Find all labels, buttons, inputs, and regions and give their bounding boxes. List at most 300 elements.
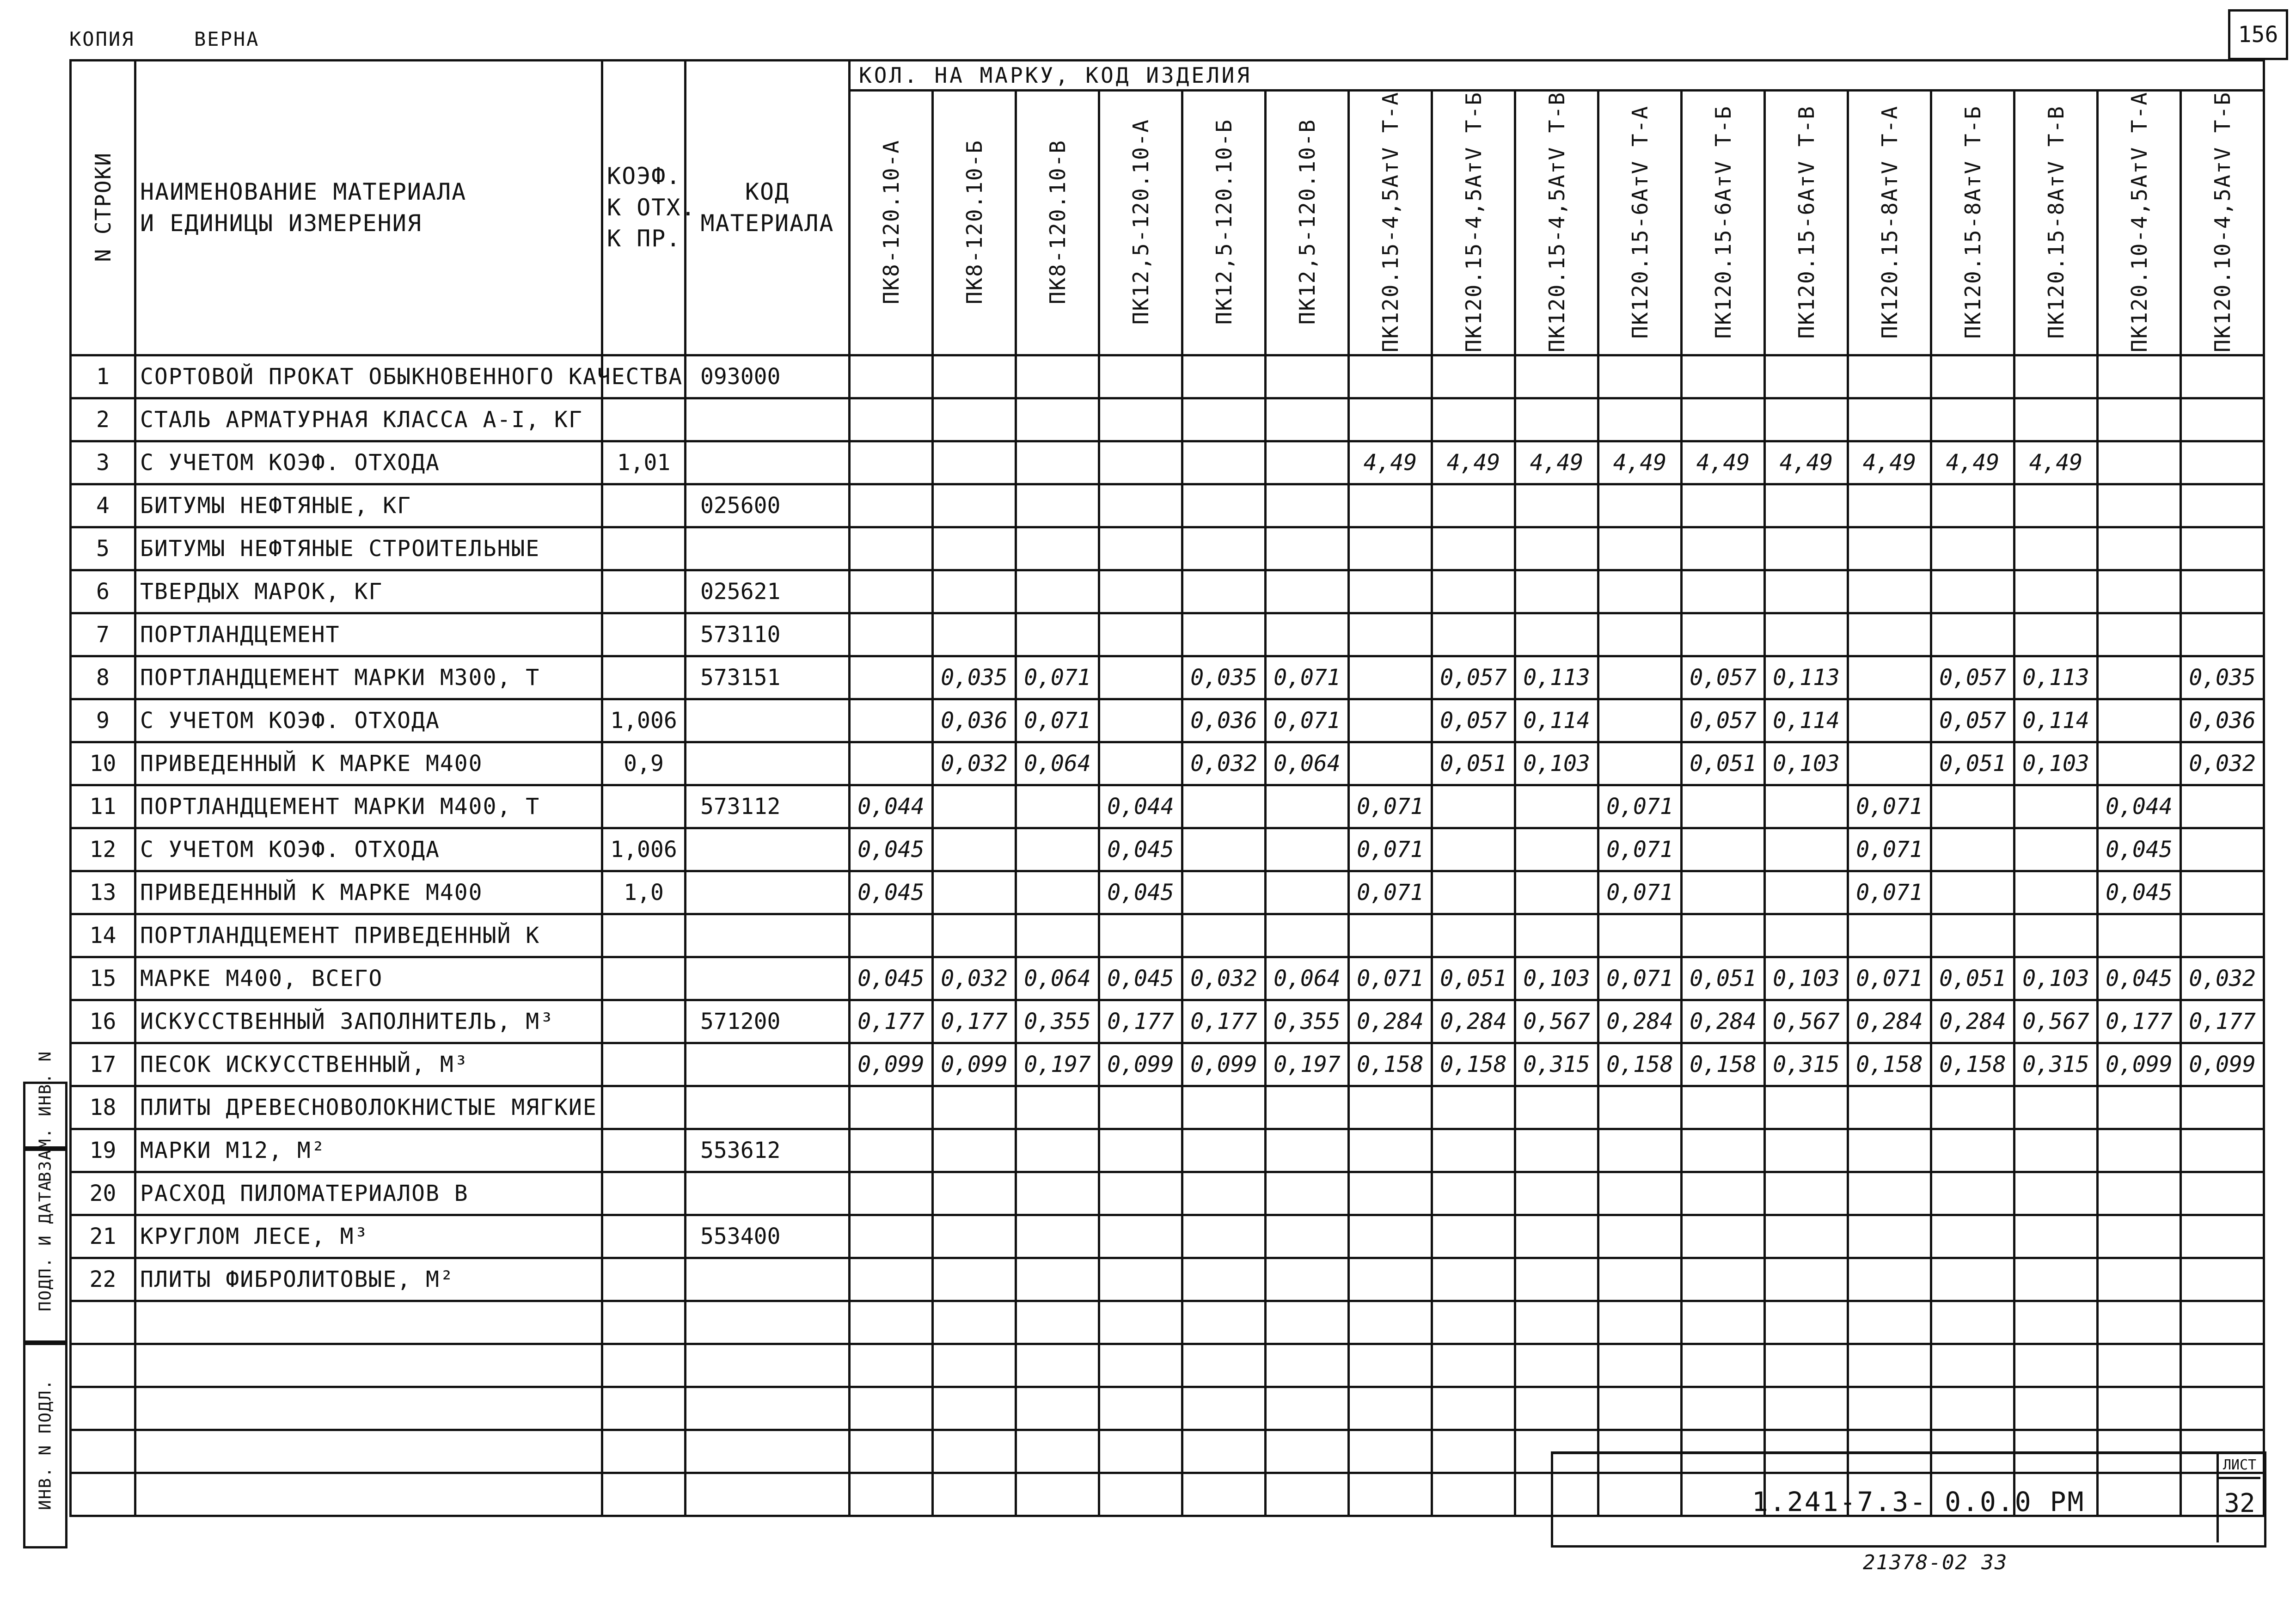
material-code: 093000	[686, 355, 850, 398]
quantity-cell: 0,071	[1848, 957, 1931, 1000]
quantity-cell: 0,035	[933, 656, 1016, 699]
quantity-cell	[1848, 613, 1931, 656]
quantity-cell	[1099, 398, 1182, 441]
coefficient	[602, 398, 686, 441]
col-header-product: ПК8-120.10-Б	[933, 91, 1016, 355]
quantity-cell	[1349, 1473, 1432, 1516]
quantity-cell	[1515, 1258, 1598, 1301]
quantity-cell	[2098, 1215, 2181, 1258]
quantity-cell: 0,057	[1682, 699, 1765, 742]
side-stamp-inv-orig: ИНВ. N ПОДЛ.	[23, 1340, 67, 1548]
quantity-cell	[1598, 484, 1682, 527]
quantity-cell	[2014, 1215, 2098, 1258]
quantity-cell	[1931, 1129, 2014, 1172]
material-code: 571200	[686, 1000, 850, 1043]
quantity-cell	[933, 1172, 1016, 1215]
quantity-cell	[1432, 1301, 1515, 1344]
quantity-cell	[1099, 1387, 1182, 1430]
quantity-cell	[1182, 1172, 1266, 1215]
coefficient	[602, 1344, 686, 1387]
quantity-cell	[1848, 914, 1931, 957]
quantity-cell: 0,158	[1848, 1043, 1931, 1086]
material-code: 553400	[686, 1215, 850, 1258]
coefficient: 1,01	[602, 441, 686, 484]
quantity-cell	[850, 613, 933, 656]
quantity-cell: 0,177	[2181, 1000, 2264, 1043]
quantity-cell	[2014, 1344, 2098, 1387]
quantity-cell	[1266, 1344, 1349, 1387]
material-code	[686, 957, 850, 1000]
quantity-cell	[2014, 613, 2098, 656]
quantity-cell	[1432, 613, 1515, 656]
quantity-cell: 0,099	[1182, 1043, 1266, 1086]
row-number: 1	[71, 355, 135, 398]
quantity-cell	[2014, 1129, 2098, 1172]
quantity-cell	[1765, 570, 1848, 613]
quantity-cell	[1182, 613, 1266, 656]
quantity-cell: 0,032	[1182, 957, 1266, 1000]
table-row	[71, 1387, 2264, 1430]
row-number: 15	[71, 957, 135, 1000]
quantity-cell	[1931, 1258, 2014, 1301]
row-number: 2	[71, 398, 135, 441]
material-name: БИТУМЫ НЕФТЯНЫЕ, КГ	[135, 484, 602, 527]
table-row	[71, 1258, 2264, 1301]
quantity-cell	[1848, 570, 1931, 613]
quantity-cell	[1349, 656, 1432, 699]
quantity-cell	[1931, 484, 2014, 527]
quantity-cell	[1931, 1086, 2014, 1129]
quantity-cell	[1266, 914, 1349, 957]
col-header-row-no: N СТРОКИ	[71, 61, 135, 355]
row-number: 17	[71, 1043, 135, 1086]
quantity-cell: 0,315	[2014, 1043, 2098, 1086]
col-header-product: ПК8-120.10-А	[850, 91, 933, 355]
table-row	[71, 1086, 2264, 1129]
quantity-cell	[2014, 1387, 2098, 1430]
quantity-cell	[1432, 1086, 1515, 1129]
material-name: ПЛИТЫ ФИБРОЛИТОВЫЕ, М²	[135, 1258, 602, 1301]
material-code: 573110	[686, 613, 850, 656]
coefficient	[602, 1129, 686, 1172]
quantity-cell	[1931, 1387, 2014, 1430]
quantity-cell	[1515, 1172, 1598, 1215]
quantity-cell	[2181, 613, 2264, 656]
quantity-cell	[850, 656, 933, 699]
quantity-cell	[2014, 1086, 2098, 1129]
quantity-cell: 0,071	[1848, 871, 1931, 914]
row-number: 7	[71, 613, 135, 656]
quantity-cell	[1848, 1086, 1931, 1129]
table-row	[71, 1043, 2264, 1086]
quantity-cell	[1598, 527, 1682, 570]
quantity-cell: 0,071	[1848, 828, 1931, 871]
col-header-product: ПК8-120.10-В	[1016, 91, 1099, 355]
quantity-cell	[1598, 1086, 1682, 1129]
quantity-cell: 0,044	[850, 785, 933, 828]
quantity-cell	[933, 398, 1016, 441]
row-number	[71, 1301, 135, 1344]
page-number: 156	[2228, 9, 2288, 60]
quantity-cell: 0,567	[2014, 1000, 2098, 1043]
quantity-cell: 0,051	[1931, 742, 2014, 785]
quantity-cell: 0,035	[2181, 656, 2264, 699]
col-header-product: ПК120.10-4,5АтV Т-А	[2098, 91, 2181, 355]
col-header-code: КОД МАТЕРИАЛА	[686, 61, 850, 355]
quantity-cell: 4,49	[2014, 441, 2098, 484]
quantity-cell	[1182, 914, 1266, 957]
quantity-cell	[1016, 570, 1099, 613]
quantity-cell: 0,099	[1099, 1043, 1182, 1086]
quantity-cell	[2181, 914, 2264, 957]
quantity-cell	[1182, 1344, 1266, 1387]
row-number: 16	[71, 1000, 135, 1043]
quantity-cell	[850, 570, 933, 613]
quantity-cell	[933, 1430, 1016, 1473]
table-row	[71, 1172, 2264, 1215]
quantity-cell	[1099, 1473, 1182, 1516]
quantity-cell	[933, 613, 1016, 656]
quantity-cell	[1515, 1344, 1598, 1387]
quantity-cell	[850, 1129, 933, 1172]
quantity-cell	[1016, 1172, 1099, 1215]
coefficient	[602, 1215, 686, 1258]
quantity-cell	[1016, 828, 1099, 871]
table-row	[71, 871, 2264, 914]
coefficient	[602, 484, 686, 527]
material-name: МАРКЕ М400, ВСЕГО	[135, 957, 602, 1000]
quantity-cell	[1099, 1301, 1182, 1344]
quantity-cell	[1765, 484, 1848, 527]
quantity-cell	[1266, 1473, 1349, 1516]
quantity-cell: 0,567	[1515, 1000, 1598, 1043]
coefficient	[602, 1301, 686, 1344]
quantity-cell	[1598, 1344, 1682, 1387]
table-row	[71, 914, 2264, 957]
quantity-cell: 0,071	[1349, 828, 1432, 871]
quantity-cell	[1016, 1473, 1099, 1516]
quantity-cell: 0,177	[850, 1000, 933, 1043]
quantity-cell: 0,064	[1266, 742, 1349, 785]
quantity-cell	[1266, 1301, 1349, 1344]
quantity-cell	[1515, 871, 1598, 914]
quantity-cell	[2014, 785, 2098, 828]
col-header-product: ПК120.15-8АтV Т-Б	[1931, 91, 2014, 355]
quantity-cell	[933, 914, 1016, 957]
quantity-cell: 0,103	[2014, 957, 2098, 1000]
quantity-cell	[1182, 1301, 1266, 1344]
coefficient	[602, 527, 686, 570]
quantity-cell: 0,071	[1598, 957, 1682, 1000]
material-name: БИТУМЫ НЕФТЯНЫЕ СТРОИТЕЛЬНЫЕ	[135, 527, 602, 570]
quantity-cell: 0,284	[1349, 1000, 1432, 1043]
quantity-cell: 0,355	[1016, 1000, 1099, 1043]
quantity-cell: 0,051	[1931, 957, 2014, 1000]
quantity-cell	[2098, 1344, 2181, 1387]
row-number	[71, 1473, 135, 1516]
quantity-cell	[1931, 355, 2014, 398]
quantity-cell	[1099, 613, 1182, 656]
row-number: 3	[71, 441, 135, 484]
quantity-cell: 0,355	[1266, 1000, 1349, 1043]
quantity-cell	[1099, 1344, 1182, 1387]
quantity-cell	[1515, 1387, 1598, 1430]
quantity-cell	[1266, 613, 1349, 656]
quantity-cell	[1016, 914, 1099, 957]
quantity-cell	[1432, 1387, 1515, 1430]
material-code: 573112	[686, 785, 850, 828]
col-header-product: ПК12,5-120.10-Б	[1182, 91, 1266, 355]
quantity-cell	[1848, 1387, 1931, 1430]
quantity-cell: 0,045	[1099, 828, 1182, 871]
quantity-cell: 0,177	[2098, 1000, 2181, 1043]
col-header-product: ПК120.15-8АтV Т-А	[1848, 91, 1931, 355]
table-row	[71, 1344, 2264, 1387]
quantity-cell	[1182, 570, 1266, 613]
row-number: 4	[71, 484, 135, 527]
quantity-cell: 0,099	[2181, 1043, 2264, 1086]
quantity-cell	[933, 441, 1016, 484]
quantity-cell	[1266, 828, 1349, 871]
quantity-cell: 0,103	[1515, 742, 1598, 785]
quantity-cell	[2098, 398, 2181, 441]
quantity-cell	[1598, 1172, 1682, 1215]
quantity-cell	[1682, 871, 1765, 914]
quantity-cell	[1598, 1258, 1682, 1301]
quantity-cell: 0,045	[2098, 828, 2181, 871]
quantity-cell	[1432, 527, 1515, 570]
quantity-cell	[2098, 613, 2181, 656]
quantity-cell: 0,158	[1432, 1043, 1515, 1086]
quantity-cell	[1182, 1387, 1266, 1430]
quantity-cell	[1598, 742, 1682, 785]
quantity-cell	[1598, 656, 1682, 699]
coefficient	[602, 1086, 686, 1129]
quantity-cell	[1266, 1215, 1349, 1258]
quantity-cell	[2098, 699, 2181, 742]
quantity-cell	[1765, 871, 1848, 914]
row-number: 13	[71, 871, 135, 914]
quantity-cell	[2181, 441, 2264, 484]
quantity-cell	[2098, 1258, 2181, 1301]
col-header-product: ПК120.15-4,5АтV Т-Б	[1432, 91, 1515, 355]
material-code	[686, 1430, 850, 1473]
quantity-cell	[1598, 1129, 1682, 1172]
quantity-cell: 0,035	[1182, 656, 1266, 699]
col-header-product-group: КОЛ. НА МАРКУ, КОД ИЗДЕЛИЯ	[850, 61, 2264, 91]
coefficient: 1,006	[602, 699, 686, 742]
document-code: 1.241-7.3- 0.0.0 РМ	[1752, 1486, 2085, 1517]
col-header-product: ПК120.15-6АтV Т-В	[1765, 91, 1848, 355]
quantity-cell	[1099, 355, 1182, 398]
quantity-cell: 0,032	[2181, 742, 2264, 785]
row-number: 14	[71, 914, 135, 957]
quantity-cell: 4,49	[1598, 441, 1682, 484]
quantity-cell	[1682, 484, 1765, 527]
quantity-cell	[1598, 355, 1682, 398]
material-code	[686, 1387, 850, 1430]
quantity-cell	[1515, 1086, 1598, 1129]
quantity-cell	[850, 699, 933, 742]
material-name: СОРТОВОЙ ПРОКАТ ОБЫКНОВЕННОГО КАЧЕСТВА	[135, 355, 602, 398]
quantity-cell	[1682, 785, 1765, 828]
quantity-cell	[933, 1258, 1016, 1301]
quantity-cell	[1598, 613, 1682, 656]
quantity-cell	[1182, 1430, 1266, 1473]
quantity-cell	[1349, 355, 1432, 398]
quantity-cell	[1099, 484, 1182, 527]
quantity-cell: 0,103	[1765, 957, 1848, 1000]
quantity-cell: 0,057	[1432, 656, 1515, 699]
quantity-cell	[2014, 484, 2098, 527]
quantity-cell	[2098, 1086, 2181, 1129]
material-code: 573151	[686, 656, 850, 699]
table-row	[71, 742, 2264, 785]
quantity-cell	[933, 871, 1016, 914]
quantity-cell	[2098, 1387, 2181, 1430]
quantity-cell	[850, 484, 933, 527]
quantity-cell	[2181, 1215, 2264, 1258]
quantity-cell	[1848, 1129, 1931, 1172]
material-code: 025621	[686, 570, 850, 613]
col-header-product: ПК120.15-6АтV Т-Б	[1682, 91, 1765, 355]
quantity-cell	[2098, 656, 2181, 699]
quantity-cell: 0,071	[1598, 785, 1682, 828]
quantity-cell	[1931, 914, 2014, 957]
quantity-cell	[1099, 1172, 1182, 1215]
quantity-cell	[1349, 742, 1432, 785]
quantity-cell	[850, 1301, 933, 1344]
quantity-cell	[1182, 527, 1266, 570]
quantity-cell: 0,032	[933, 742, 1016, 785]
material-code	[686, 1086, 850, 1129]
quantity-cell	[850, 1473, 933, 1516]
quantity-cell	[1432, 1473, 1515, 1516]
quantity-cell	[933, 570, 1016, 613]
material-name	[135, 1430, 602, 1473]
quantity-cell	[1016, 1301, 1099, 1344]
coefficient	[602, 1258, 686, 1301]
quantity-cell	[1349, 398, 1432, 441]
quantity-cell	[1432, 914, 1515, 957]
material-code	[686, 914, 850, 957]
row-number: 6	[71, 570, 135, 613]
quantity-cell	[1266, 1430, 1349, 1473]
quantity-cell: 0,177	[933, 1000, 1016, 1043]
col-header-product: ПК120.15-8АтV Т-В	[2014, 91, 2098, 355]
row-number: 22	[71, 1258, 135, 1301]
side-stamp-sign-date: ПОДП. И ДАТА	[23, 1146, 67, 1345]
row-number: 10	[71, 742, 135, 785]
material-name: ТВЕРДЫХ МАРОК, КГ	[135, 570, 602, 613]
material-code	[686, 699, 850, 742]
quantity-cell	[1349, 613, 1432, 656]
quantity-cell	[1349, 1344, 1432, 1387]
quantity-cell	[1182, 1129, 1266, 1172]
quantity-cell: 0,284	[1682, 1000, 1765, 1043]
table-row	[71, 527, 2264, 570]
quantity-cell	[1432, 1344, 1515, 1387]
material-code	[686, 1473, 850, 1516]
table-row	[71, 355, 2264, 398]
quantity-cell	[1432, 871, 1515, 914]
quantity-cell: 4,49	[1432, 441, 1515, 484]
quantity-cell: 4,49	[1848, 441, 1931, 484]
material-name	[135, 1301, 602, 1344]
quantity-cell	[1765, 1215, 1848, 1258]
quantity-cell	[1765, 1301, 1848, 1344]
quantity-cell	[2098, 441, 2181, 484]
quantity-cell	[1931, 1301, 2014, 1344]
table-row	[71, 699, 2264, 742]
table-row	[71, 656, 2264, 699]
quantity-cell	[1099, 742, 1182, 785]
quantity-cell	[1099, 1258, 1182, 1301]
material-name: ПОРТЛАНДЦЕМЕНТ	[135, 613, 602, 656]
quantity-cell	[1931, 527, 2014, 570]
quantity-cell: 0,036	[1182, 699, 1266, 742]
quantity-cell	[1848, 656, 1931, 699]
quantity-cell	[1682, 1129, 1765, 1172]
material-code	[686, 1043, 850, 1086]
quantity-cell	[1432, 1215, 1515, 1258]
material-code	[686, 871, 850, 914]
quantity-cell	[2181, 1387, 2264, 1430]
quantity-cell	[1931, 828, 2014, 871]
quantity-cell	[1682, 1344, 1765, 1387]
quantity-cell	[2098, 1129, 2181, 1172]
quantity-cell: 4,49	[1931, 441, 2014, 484]
row-number: 12	[71, 828, 135, 871]
quantity-cell: 0,113	[1765, 656, 1848, 699]
quantity-cell	[2014, 828, 2098, 871]
quantity-cell: 0,158	[1598, 1043, 1682, 1086]
quantity-cell	[1099, 914, 1182, 957]
quantity-cell	[1432, 1258, 1515, 1301]
row-number: 19	[71, 1129, 135, 1172]
quantity-cell	[1931, 871, 2014, 914]
material-name: ПЕСОК ИСКУССТВЕННЫЙ, М³	[135, 1043, 602, 1086]
quantity-cell	[1016, 1086, 1099, 1129]
quantity-cell	[1182, 484, 1266, 527]
quantity-cell	[1598, 699, 1682, 742]
quantity-cell	[1182, 398, 1266, 441]
col-header-coef: КОЭФ. К ОТХ. К ПР.	[602, 61, 686, 355]
quantity-cell	[1182, 1258, 1266, 1301]
quantity-cell	[1266, 570, 1349, 613]
quantity-cell: 0,071	[1848, 785, 1931, 828]
quantity-cell	[1682, 1301, 1765, 1344]
quantity-cell	[1349, 570, 1432, 613]
quantity-cell: 0,045	[1099, 957, 1182, 1000]
quantity-cell	[1432, 570, 1515, 613]
quantity-cell	[1099, 656, 1182, 699]
quantity-cell: 0,114	[2014, 699, 2098, 742]
coefficient	[602, 656, 686, 699]
quantity-cell: 0,057	[1432, 699, 1515, 742]
quantity-cell	[2098, 1301, 2181, 1344]
quantity-cell	[1682, 1387, 1765, 1430]
quantity-cell	[1515, 785, 1598, 828]
quantity-cell: 0,567	[1765, 1000, 1848, 1043]
col-header-product: ПК120.15-6АтV Т-А	[1598, 91, 1682, 355]
quantity-cell	[850, 1258, 933, 1301]
quantity-cell	[2098, 527, 2181, 570]
quantity-cell	[2098, 914, 2181, 957]
material-name	[135, 1473, 602, 1516]
quantity-cell	[1765, 1086, 1848, 1129]
quantity-cell: 0,051	[1432, 742, 1515, 785]
